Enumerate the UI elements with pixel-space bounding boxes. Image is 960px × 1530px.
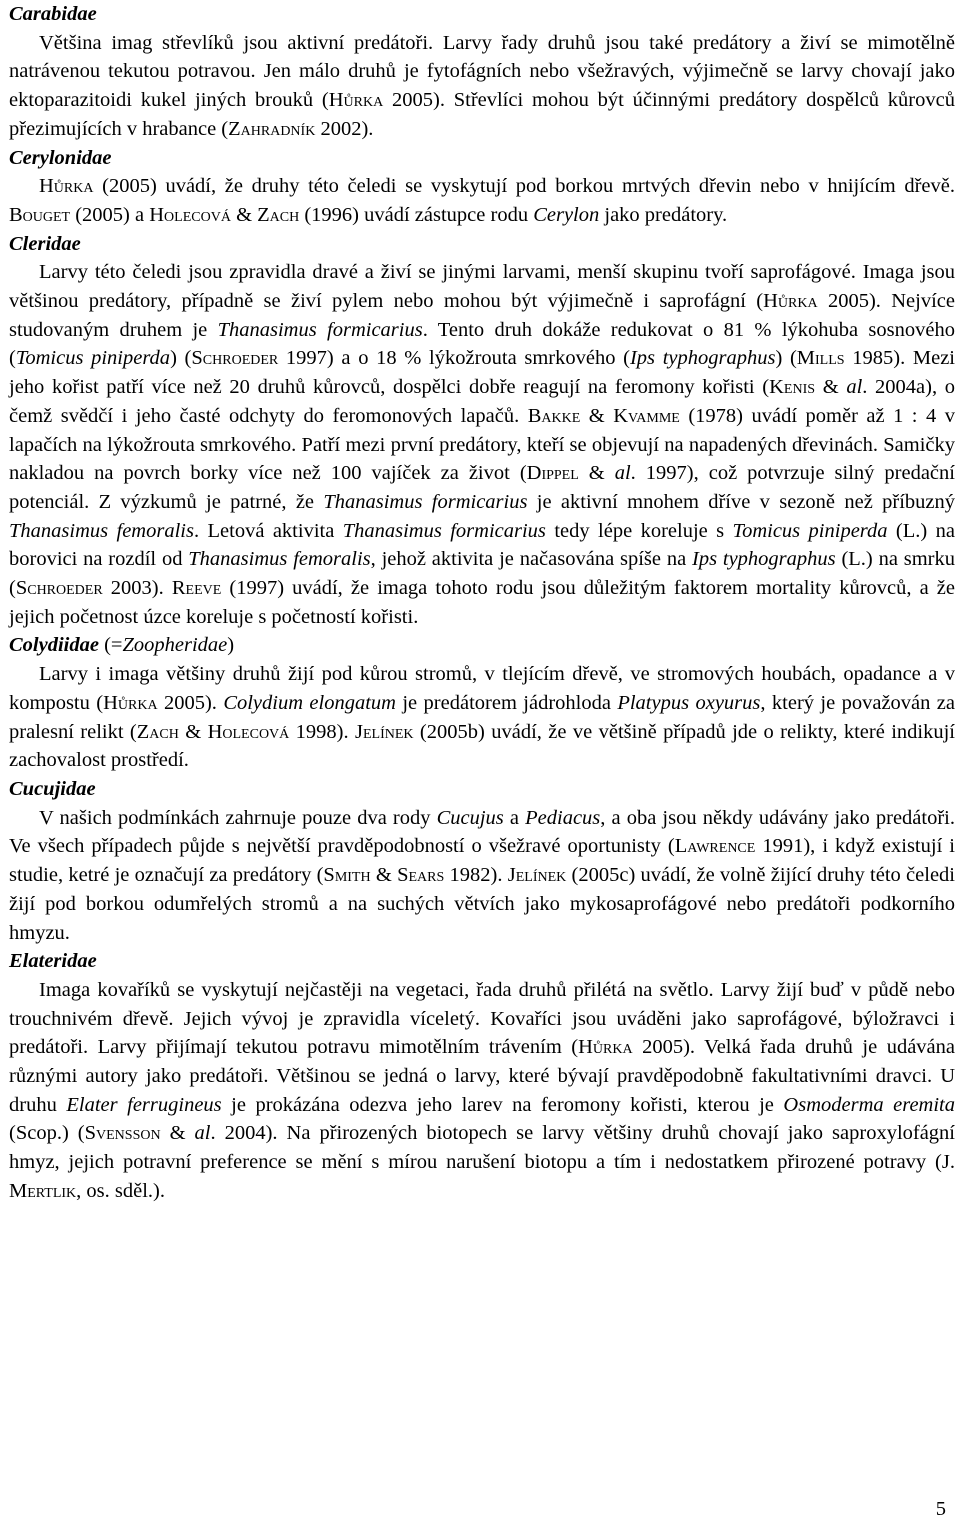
section-heading-text: Colydiidae — [9, 634, 99, 657]
italic-term: Tomicus piniperda — [732, 519, 888, 542]
text-run: 2005). — [157, 691, 224, 714]
author-citation: Mills — [796, 347, 845, 370]
text-run: . Tento druh dokáže redukovat o 81 % lýkohuba sosnového ( — [9, 318, 955, 370]
text-run: jako predátory. — [599, 203, 728, 226]
section-colydiidae — [9, 631, 955, 775]
text-run: (= — [98, 634, 123, 657]
section-cucujidae — [9, 775, 955, 947]
author-citation: Schroeder — [15, 577, 103, 600]
text-run: , jehož aktivita je načasována spíše na — [370, 548, 692, 571]
text-run: 1985). Mezi jeho kořist patří více než 20 druhů kůrovců, dospělci dobře reagují na feromony kořisti ( — [9, 347, 955, 399]
author-citation: Hůrka — [103, 691, 158, 714]
text-run: , který je považován za pralesní relikt ( — [9, 691, 955, 743]
italic-term: Pediacus — [525, 806, 601, 829]
text-run: ) — [227, 634, 235, 657]
text-run: 1982). — [444, 864, 508, 887]
italic-term: Thanasimus formicarius — [342, 519, 546, 542]
section-paragraph — [9, 804, 955, 948]
italic-term: Ips typhographus — [692, 548, 836, 571]
section-paragraph — [9, 172, 955, 229]
text-run: (L.) na smrku ( — [9, 548, 955, 600]
section-carabidae — [9, 0, 955, 144]
author-citation: Holecová — [207, 720, 290, 743]
text-run: je prokázána odezva jeho larev na feromony kořisti, kterou je — [221, 1093, 784, 1116]
italic-term: Cucujus — [436, 806, 504, 829]
text-run: 2005). Nejvíce studovaným druhem je — [9, 290, 955, 341]
text-run: . 2004a), o čemž svědčí i jeho časté odchyty do feromonových lapačů. — [9, 376, 956, 427]
section-heading — [9, 0, 955, 29]
author-citation: Jelínek — [355, 720, 414, 743]
section-heading-text: Cucujidae — [9, 777, 96, 800]
text-run: (2005c) uvádí, že volně žijící druhy této čeledi žijí pod borkou odumřelých stromů a na suchých větvích jako mykosaprofágové nebo predátoři podkorního hmyzu. — [9, 864, 955, 944]
author-citation: Reeve — [171, 577, 222, 600]
section-heading — [9, 775, 955, 804]
text-run: 1997) a o 18 % lýkožrouta smrkového ( — [278, 347, 630, 370]
section-heading-text: Elateridae — [9, 950, 97, 973]
section-paragraph — [9, 29, 955, 144]
text-run: & — [230, 203, 258, 226]
text-run: je predátorem jádrohloda — [395, 691, 618, 714]
text-run: . Letová aktivita — [193, 519, 343, 542]
author-citation: Hůrka — [39, 175, 94, 198]
author-citation: Svensson — [84, 1122, 161, 1145]
author-citation: Jelínek — [507, 864, 567, 887]
section-heading-text: Cleridae — [9, 232, 81, 255]
author-citation: Holecová — [149, 203, 231, 226]
text-run: 2005). Velká řada druhů je udávána různými autory jako predátoři. Většinou se jedná o larvy, které bývají pravděpodobně fakultativními dravci. U druhu — [9, 1036, 956, 1116]
text-run: 2003). — [102, 577, 172, 600]
author-citation: Zach — [136, 720, 179, 743]
author-citation: Smith — [323, 864, 371, 887]
italic-term: Cerylon — [533, 203, 600, 226]
italic-term: al — [194, 1122, 211, 1145]
italic-term: al — [846, 376, 863, 399]
text-run: (2005) uvádí, že druhy této čeledi se vyskytují pod borkou mrtvých dřevin nebo v hnijícím dřevě. — [93, 175, 955, 198]
text-run: 2002). — [315, 117, 374, 140]
page-number: 5 — [935, 1498, 946, 1520]
italic-term: Zoopheridae — [122, 634, 228, 657]
author-citation: Mertlik — [9, 1179, 77, 1202]
text-run: & — [370, 864, 398, 887]
author-citation: Kenis — [769, 376, 816, 399]
text-run: 2005). Střevlíci mohou být účinnými predátory dospělců kůrovců přezimujících v hrabance ( — [9, 89, 955, 140]
italic-term: Thanasimus femoralis — [188, 548, 371, 571]
italic-term: Thanasimus femoralis — [9, 519, 194, 542]
text-run: ) ( — [170, 347, 192, 370]
text-run: (2005) a — [70, 203, 150, 226]
author-citation: Bakke — [527, 404, 581, 427]
text-run: Larvy i imaga většiny druhů žijí pod kůrou stromů, v tlejícím dřevě, ve stromových houbách, opadance a v kompostu ( — [9, 663, 955, 714]
section-paragraph — [9, 660, 955, 775]
italic-term: Tomicus piniperda — [15, 347, 171, 370]
document-page — [9, 0, 955, 1206]
section-heading-text: Cerylonidae — [9, 146, 112, 169]
text-run: tedy lépe koreluje s — [545, 519, 733, 542]
author-citation: Hůrka — [578, 1036, 633, 1059]
text-run: & — [815, 376, 847, 399]
section-cleridae — [9, 230, 955, 632]
text-run: (1996) uvádí zástupce rodu — [299, 203, 534, 226]
italic-term: Platypus oxyurus — [617, 691, 761, 714]
text-run: V našich podmínkách zahrnuje pouze dva rody — [39, 806, 437, 829]
author-citation: Zahradník — [228, 117, 316, 140]
text-run: je aktivní mnohem dříve v sezoně než příbuzný — [527, 490, 955, 513]
italic-term: Colydium elongatum — [223, 691, 396, 714]
section-paragraph — [9, 258, 955, 631]
section-heading — [9, 144, 955, 173]
text-run: , a oba jsou někdy udávány jako predátoři. Ve všech případech půjde s největší pravděpodobností o všežravé oportunisty ( — [9, 806, 955, 858]
italic-term: Osmoderma eremita — [783, 1093, 956, 1116]
text-run: , os. sděl.). — [76, 1179, 165, 1202]
section-cerylonidae — [9, 144, 955, 230]
author-citation: Bouget — [9, 203, 71, 226]
text-run: (Scop.) ( — [9, 1122, 85, 1145]
italic-term: Thanasimus formicarius — [217, 318, 423, 341]
italic-term: Thanasimus formicarius — [323, 490, 528, 513]
author-citation: Hůrka — [763, 290, 818, 313]
author-citation: Sears — [397, 864, 445, 887]
section-elateridae — [9, 947, 955, 1205]
text-run: & — [578, 462, 615, 485]
text-run: (1997) uvádí, že imaga tohoto rodu jsou důležitým faktorem mortality kůrovců, a že jejich početnost úzce koreluje s početností kořisti. — [9, 577, 956, 628]
author-citation: Hůrka — [328, 89, 384, 112]
section-heading — [9, 230, 955, 259]
text-run: Většina imag střevlíků jsou aktivní predátoři. Larvy řady druhů jsou také predátory a živí se mimotělně natrávenou tekutou potravou. Jen málo druhů je fytofágních nebo všežravých, výjimečně se larvy chovají jako ektoparazitoidi kukel jiných brouků ( — [9, 31, 955, 112]
author-citation: Dippel — [526, 462, 579, 485]
italic-term: Elater ferrugineus — [66, 1093, 222, 1116]
text-run: & — [160, 1122, 195, 1145]
italic-term: al — [614, 462, 631, 485]
text-run: 1998). — [289, 720, 356, 743]
text-run: (L.) na borovici na rozdíl od — [9, 519, 955, 571]
text-run: (2005b) uvádí, že ve většině případů jde o relikty, které indikují zachovalost prostředí. — [9, 720, 955, 772]
author-citation: Kvamme — [613, 404, 680, 427]
author-citation: Zach — [257, 203, 300, 226]
text-run: Larvy této čeledi jsou zpravidla dravé a živí se jinými larvami, menší skupinu tvoří saprofágové. Imaga jsou většinou predátory, případně se živí pylem nebo mohou být výjimečně i saprofágní ( — [9, 261, 955, 313]
section-heading-text: Carabidae — [9, 3, 97, 25]
section-heading-synonym — [99, 634, 234, 656]
italic-term: Ips typhographus — [629, 347, 776, 370]
text-run: a — [503, 806, 526, 829]
text-run: Imaga kovaříků se vyskytují nejčastěji na vegetaci, řada druhů přilétá na světlo. Larvy žijí buď v půdě nebo trouchnivém dřevě. Jejich vývoj je zpravidla víceletý. Kovaříci jsou uváděni jako saprofágové, býložravci i predátoři. Larvy přijímají tekutou potravu mimotělním trávením ( — [9, 978, 955, 1059]
section-heading — [9, 947, 955, 976]
text-run: (1978) uvádí poměr až 1 : 4 v lapačích na lýkožrouta smrkového. Patří mezi první predátory, kteří se objevují na napadených dřevinách. Samičky nakladou na povrch borky více než 100 vajíček za život ( — [9, 404, 955, 485]
author-citation: Schroeder — [191, 347, 279, 370]
text-run: . 2004). Na přirozených biotopech se larvy většiny druhů chovají jako saproxylofágní hmyz, jejich potravní preference se mění s mírou narušení biotopu a tím i nedostatkem přirozené potravy (J. — [9, 1122, 956, 1174]
text-run: & — [580, 404, 614, 427]
text-run: . 1997), což potvrzuje silný predační potenciál. Z výzkumů je patrné, že — [9, 462, 955, 513]
section-paragraph — [9, 976, 955, 1206]
text-run: & — [178, 720, 208, 743]
section-heading — [9, 631, 955, 660]
text-run: 1991), i když existují i studie, ketré je označují za predátory ( — [9, 835, 955, 887]
author-citation: Lawrence — [674, 835, 756, 858]
text-run: ) ( — [775, 347, 797, 370]
